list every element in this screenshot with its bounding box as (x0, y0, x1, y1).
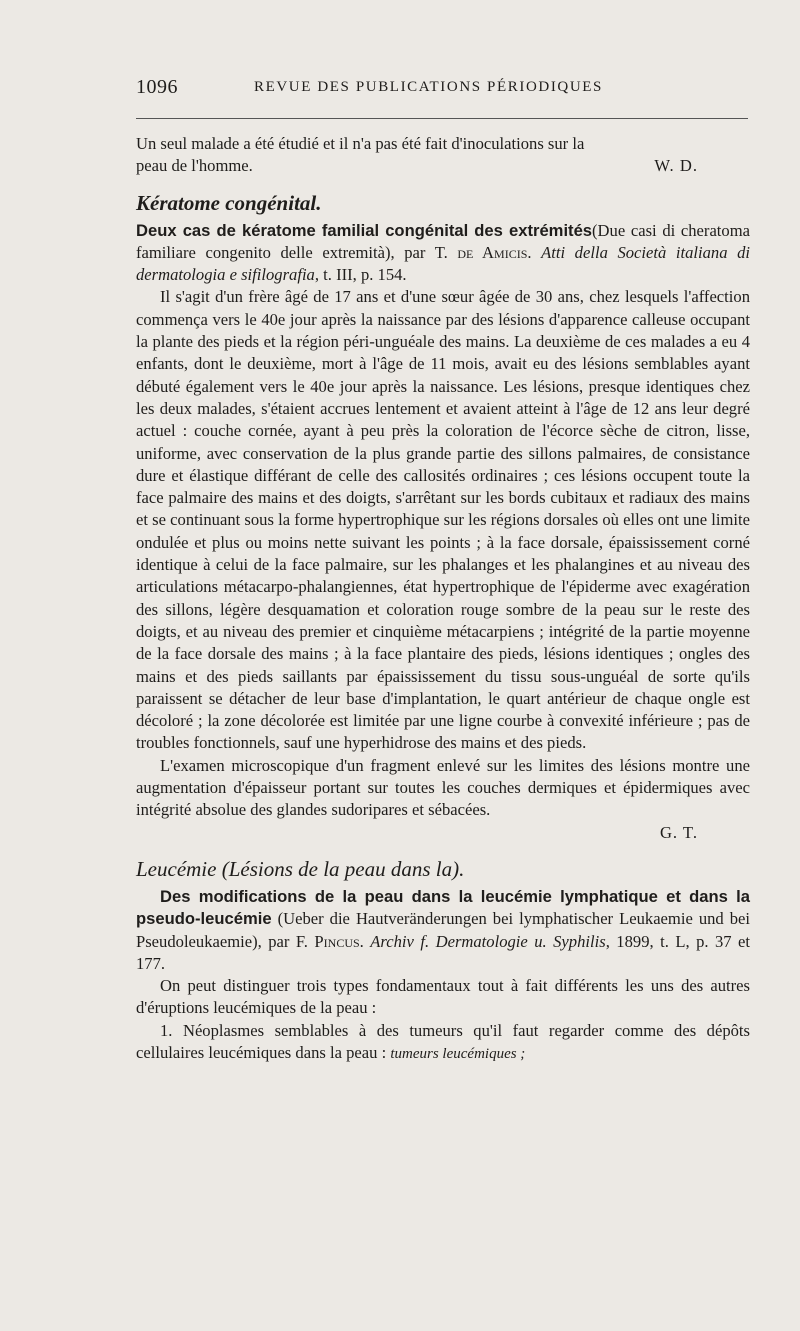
paragraph-leucemie-2 (136, 1020, 750, 1066)
article-ref-leucemie-2: . (359, 931, 371, 951)
intro-line-1 (136, 133, 750, 155)
intro-line-2 (136, 155, 750, 177)
paragraph-leucemie-1: On peut distinguer trois types fondamentaux tout à fait différents les uns des autres d'éruptions leucémiques de la peau : (136, 976, 750, 1018)
intro-text-2: peau de l'homme. (136, 156, 253, 176)
article-ref-keratome-1: (Due casi di cheratoma familiare congenito delle extremità), par T. (136, 220, 750, 262)
article-author-leucemie: Pincus (314, 931, 360, 951)
paragraph-leucemie-2-text: 1. Néoplasmes semblables à des tumeurs qu'il faut regarder comme des dépôts cellulaires leucémiques dans la peau : (136, 1020, 750, 1062)
article-author-keratome: de Amicis (457, 242, 528, 262)
paragraph-keratome-1: Il s'agit d'un frère âgé de 17 ans et d'une sœur âgée de 30 ans, chez lesquels l'affection commença vers le 40e jour après la naissance par des lésions d'apparence calleuse occupant la plante des pieds et la région péri-unguéale des mains. La deuxième de ces malades a eu 4 enfants, dont le deuxième, mort à l'âge de 11 mois, avait eu des lésions semblables ayant débuté également vers le 40e jour après la naissance. Les lésions, presque identiques chez les deux malades, s'étaient accrues lentement et avaient atteint à l'âge de 12 ans leur degré actuel : couche cornée, ayant à peu près la coloration de l'écorce sèche de citron, lisse, uniforme, avec conservation de la plus grande partie des sillons palmaires, de consistance dure et élastique différant de celle des callosités ordinaires ; ces lésions occupent toute la face palmaire des mains et des doigts, s'arrêtant sur les bords cubitaux et radiaux des mains et se continuant sous la forme hypertrophique sur les régions dorsales où elles ont une limite ondulée et plus ou moins nette suivant les points ; à la face dorsale, épaississement corné identique à celui de la face palmaire, sur les phalanges et les phalangines et au niveau des articulations métacarpo-phalangiennes, état hypertrophique de l'épiderme avec exagération des sillons, légère desquamation et coloration rouge sombre de la peau sur le reste des doigts, et au niveau des premier et cinquième métacarpiens ; intégrité de la partie moyenne de la face dorsale des mains ; à la face plantaire des pieds, lésions identiques ; ongles des mains et des pieds saillants par épaississement du tissu sous-unguéal de sorte qu'ils paraissent se détacher de leur base d'implantation, le quart antérieur de chaque ongle est décoloré ; la zone décolorée est limitée par une ligne courbe à convexité inférieure ; pas de troubles fonctionnels, sauf une hyperhidrose des mains et des pieds. (136, 287, 750, 753)
running-title: REVUE DES PUBLICATIONS PÉRIODIQUES (254, 79, 603, 95)
paragraph-leucemie-2-em: tumeurs leucémiques ; (390, 1045, 526, 1062)
article-title-leucemie: Des modifications de la peau dans la leucémie lymphatique et dans la pseudo-leucémie (136, 886, 750, 929)
article-reference-leucemie (136, 886, 750, 975)
intro-text-1: Un seul malade a été étudié et il n'a pas été fait d'inoculations sur la (136, 134, 585, 153)
section-heading-keratome: Kératome congénital. (136, 190, 322, 215)
page-header (136, 76, 748, 100)
article-ref-leucemie-3: , 1899, t. L, p. 37 et 177. (136, 931, 751, 973)
article-reference-keratome (136, 220, 750, 287)
paragraph-keratome-2: L'examen microscopique d'un fragment enlevé sur les limites des lésions montre une augmentation d'épaisseur portant sur toutes les couches dermiques et épidermiques avec intégrité absolue des glandes sudoripares et sébacées. (136, 755, 750, 820)
signature-keratome: G. T. (659, 822, 698, 842)
intro-signature: W. D. (654, 156, 698, 176)
journal-keratome: Atti della Società italiana di dermatologia e sifilografia (136, 242, 751, 285)
journal-leucemie: Archiv f. Dermatologie u. Syphilis (370, 931, 606, 951)
article-ref-leucemie-1: (Ueber die Hautveränderungen bei lymphatischer Leukaemie und bei Pseudoleukaemie), par F. (136, 909, 750, 951)
article-ref-keratome-3: , t. III, p. 154. (314, 265, 407, 285)
signature-line-keratome (136, 822, 750, 844)
page-number: 1096 (136, 76, 178, 98)
section-heading-leucemie: Leucémie (Lésions de la peau dans la). (136, 856, 465, 881)
body-text (136, 133, 750, 1065)
article-title-keratome: Deux cas de kératome familial congénital des extrémités (136, 220, 593, 240)
article-ref-keratome-2: . (527, 242, 542, 262)
header-rule (136, 118, 748, 119)
